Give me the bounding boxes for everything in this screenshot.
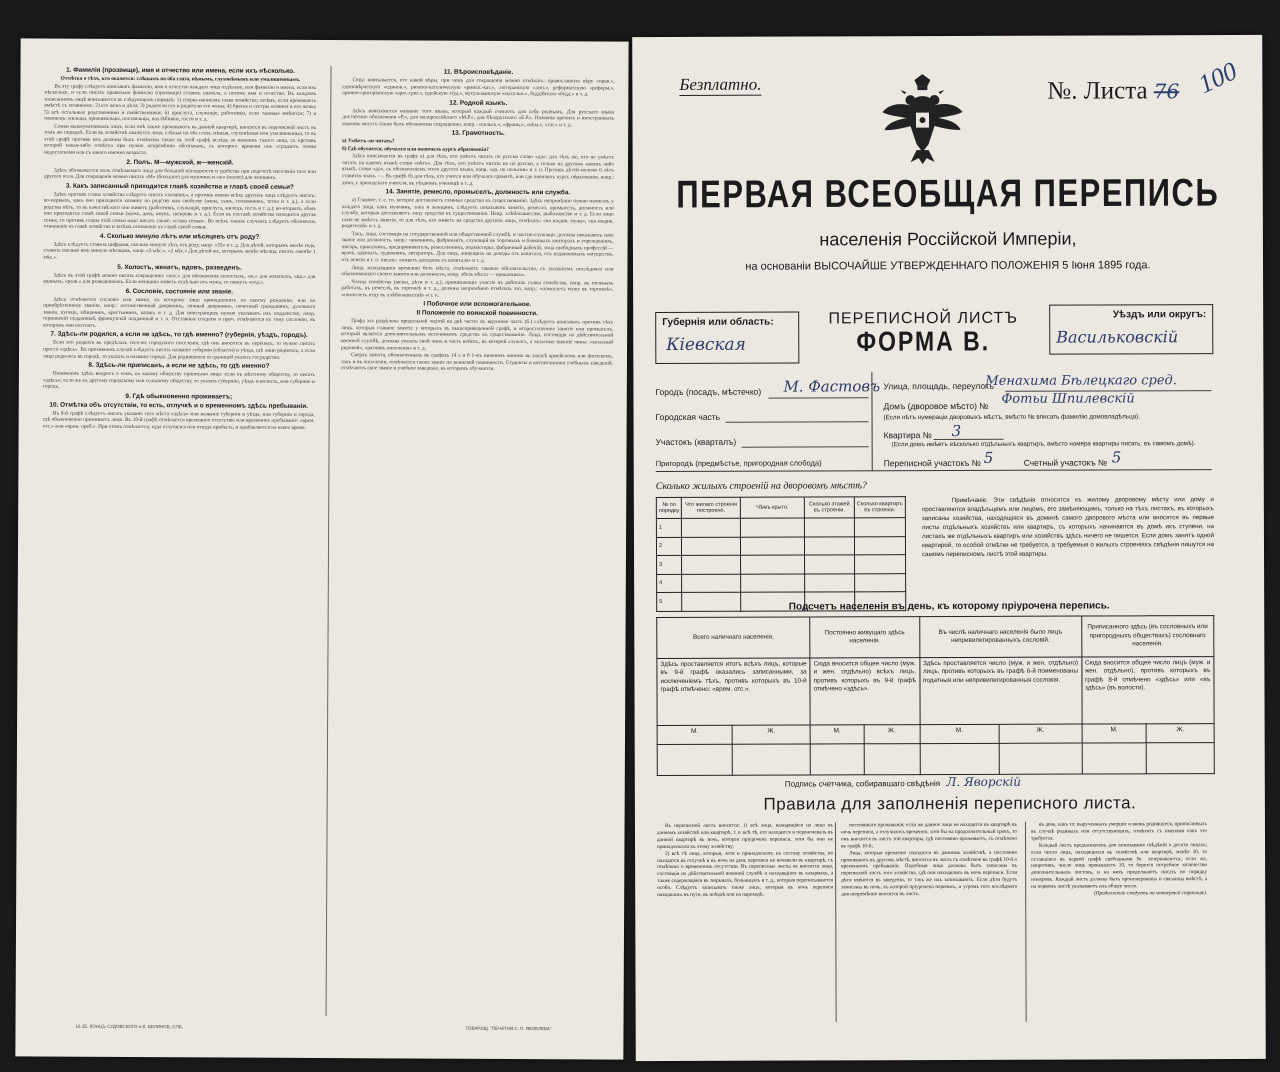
count-table (656, 615, 1215, 776)
sex-male-label: М. (657, 725, 732, 744)
count-header: Всего наличнаго населенія. (657, 617, 810, 659)
sex-male-label: М. (810, 725, 864, 744)
count-instruction: Сюда вносится общее число лицъ (муж. и жен. отдѣльно), противъ которыхъ въ графѣ 8-й отмѣчено «здѣсь» или «въ здѣсь» (въ волости). (1081, 657, 1214, 724)
row-number: 3 (657, 555, 683, 574)
count-title: Подсчетъ населенія въ день, къ которому пріурочена перепись. (788, 600, 1110, 613)
section-heading: 14. Занятіе, ремесло, промыселъ, должность или служба. (385, 188, 571, 197)
table-cell (805, 518, 855, 537)
signature-label: Подпись счетчика, собиравшаго свѣдѣнія (784, 779, 941, 789)
print-footer-right: ТОВАРИЩ. "ПЕЧАТНЯ С. П. ЯКОВЛЕВА" (465, 1025, 552, 1032)
count-cell (920, 743, 999, 774)
body-text: Если кто родился въ предѣлахъ того-же городского поселенія, гдѣ онъ вносится въ перепись, то нужно писать просто «здѣсь». Въ противномъ случаѣ слѣдуетъ писать названіе губерніи (области) и уѣзда, гдѣ лицо родилось; а если лицо родилось въ городѣ, то указать и названіе города. Для родившихся за границей указать государство. (42, 339, 316, 361)
signature-value: Л. Яворскій (946, 774, 1022, 790)
district-value: Васильковскій (1056, 327, 1179, 347)
body-text: Каждый листъ предназначенъ для записыванія свѣдѣній о десяти лицахъ; если число лицъ, находящихся въ хозяйствѣ или квартирѣ, менѣе 10, то оставшіяся въ первой графѣ свободными № зачеркиваются; если же, напротивъ, число лицъ превышаетъ 10, то берется потребное количество дополнительныхъ листовъ, и на нихъ продолжаютъ писать по порядку номеровъ. Каждый листъ должны быть пронумерованы и связанны вмѣстѣ, а на первомъ листѣ указываютъ ихъ общее число. (1031, 841, 1208, 890)
imperial-eagle-emblem (880, 72, 964, 164)
house-note: (Если нѣтъ нумераціи дворовыхъ мѣстъ, вмѣсто № вписать фамилію домовладѣльца). (883, 413, 1141, 422)
city-line (768, 397, 868, 398)
row-number: 2 (656, 537, 682, 556)
sex-female-label: Ж. (1147, 724, 1215, 743)
table-cell (740, 518, 804, 537)
body-text: 2) всѣ тѣ лица, которыя, хотя и принадлежатъ къ составу хозяйства, но находятся въ отлучкѣ и въ ночь на день переписи не ночевали въ квартирѣ, съ отмѣткою о временномъ отсутствіи. Въ переписные листы не вносятся лица, состоящія на дѣйствительной военной службѣ и находящіяся въ казармахъ, а также содержащіяся въ тюрьмахъ, больницахъ и т. д., которыя переписываются особо. Слѣдуетъ записывать также лицъ, которыя въ ночь переписи находились въ пути, въ поѣздѣ или на пароходѣ. (657, 850, 834, 899)
body-text: Здѣсь обозначается полъ отмѣчаемаго лица для большей наглядности и удобства при подсчетѣ населенія того или другого пола. Для сокращенія можно писать «М» (большое) для мужчинъ и «ж» (малое) для женщинъ. (43, 167, 316, 181)
count-sex-row (657, 724, 1214, 745)
section-heading: 5. Холостъ, женатъ, вдовъ, разведенъ. (117, 263, 242, 272)
row-number: 5 (657, 592, 683, 611)
section-heading: 4. Сколько минуло лѣтъ или мѣсяцевъ отъ роду? (99, 232, 260, 241)
sex-male-label: М. (1082, 724, 1147, 743)
sheet-number-label: №. Листа (1047, 77, 1148, 105)
section-text: Отмѣтка о тѣхъ, кто окажется: слѣпымъ на оба глаза, нѣмымъ, глухонѣмымъ или умалишеннымъ. (60, 75, 301, 83)
table-row (657, 555, 906, 574)
section-heading: 12. Родной языкъ. (449, 99, 508, 107)
table-cell (854, 536, 905, 555)
body-text: Здѣсь слѣдуетъ ставить цифрами, сколько минуло лѣтъ отъ роду, напр. «35» и т. д. Для дѣтей, которымъ менѣе года, ставить сколько имъ минуло мѣсяцевъ, напр. «3 мѣс.», «2 мѣс.» Для дѣтей же, которымъ менѣе мѣсяца, писать «менѣе 1 мѣс.». (43, 241, 316, 261)
sex-female-label: Ж. (732, 725, 810, 744)
rules-text: постояннаго проживанія; если же данное лицо не находится въ квартирѣ въ ночь переписи, а отлучилось временно, хотя бы на продолжительный срокъ, то онъ вносится въ листъ той квартиры, гдѣ постоянно проживаетъ, съ отмѣткою въ графѣ 10-й; (840, 821, 1018, 850)
table-header-row (656, 497, 905, 519)
print-footer-left: 16.1Е. КОНЦЪ СУДОВСКОГО и В. БЕЛИНОВ, СПБ. (75, 1023, 183, 1030)
count-cell (864, 744, 920, 775)
rules-footer: (Продолженіе слѣдуетъ на четвертой страницѣ). (1094, 890, 1208, 897)
section-heading: 13. Грамотность. (451, 129, 505, 138)
fields-bottom-rule (656, 469, 1212, 472)
body-text: Здѣсь вписывается въ графу а) для тѣхъ, кто умѣетъ читать по русски слово «да»; для тѣхъ же, кто не умѣетъ читать на какомъ языкѣ слово «нѣтъ». Для тѣхъ, кто умѣетъ читать не по русски, а только на другомъ какомъ либо языкѣ, слово «да», съ обозначеніемъ этого другого языка, напр. «да, по польски» и т. п. Противъ дѣтей моложе 6 лѣтъ ставится знакъ —. Въ графѣ б) для тѣхъ, кто учится или обучался грамотѣ, или где окончилъ курсъ образованія, напр.: дома, у приходскаго учителя, въ уѣздномъ училищѣ и т. д. (341, 153, 615, 187)
count-area-value: 5 (1111, 448, 1122, 467)
table-header: № по порядку (656, 497, 682, 518)
body-text: Сюда вписывается, кто какой вѣры, при чемъ для сокращенія можно отмѣчать: православную вѣру «прав.», единовѣрческую «единов.», римско-католическую «римск.-кат.», лютеранскую «лют.», реформатскую «реформ.», армяно-григоріанскую «арм.-григ.», іудейскую «іуд.», мусульманскую «мусульм.», буддійскую «будд.» и т. д. (342, 77, 615, 98)
count-area-label: Счетный участокъ № (1023, 457, 1108, 468)
city-value: М. Фастовъ (783, 377, 881, 396)
apartment-value: 3 (951, 421, 962, 440)
city-label: Городъ (посадъ, мѣстечко) (655, 386, 762, 398)
rules-column-1 (657, 822, 833, 899)
body-text: Здѣсь противъ главы хозяйства слѣдуетъ писать «хозяинъ», а противъ имени всѣхъ другихъ лицъ слѣдуетъ писать: во-первыхъ, какъ оно приходится хозяину по родству или свойству (жена, сынъ, племянникъ, тетка и т. д.), а если родства нѣтъ, то въ качествѣ кого оно живетъ (работникъ, служащій, прислуга, жилецъ, гость и т. д.); во-вторыхъ, кѣмъ оно приходится главѣ своей семьи (мужъ, дочь, внукъ, свекровь и т. д.). Если въ составѣ хозяйства находится другая семья, то противъ главы этой семьи надо писать также: «глава семьи». Во всѣхъ такихъ случаяхъ слѣдуетъ обозначать отношеніе къ главѣ хозяйства и затѣмъ отношеніе къ главѣ своей семьи. (43, 191, 316, 231)
body-text: Въ 9-й графѣ слѣдуетъ писать указаніе того мѣста «здѣсь» или названіе губерніи и уѣзда, или губерніи и города, гдѣ обыкновенно проживаетъ лицо. Въ 10-й графѣ отмѣчается временное отсутствіе или временное пребываніе: «врем. отс.» или «врем. преб.». При этомъ отмѣчается, куда отлучился или откуда прибылъ, и прибавляется на какое время. (42, 410, 315, 431)
table-cell (854, 573, 905, 592)
city-part-label: Городская часть (655, 411, 721, 423)
area-label: Участокъ (кварталъ) (655, 436, 737, 448)
rules-text: Въ переписной листъ вносятся: 1) всѣ лица, находящіяся на лицо въ данномъ хозяйствѣ или квартирѣ, т. е. всѣ тѣ, кто находится и переночевалъ въ данной квартирѣ въ ночь, которая пріурочена переписи, хотя бы они не принадлежали къ этому хозяйству; (656, 822, 834, 850)
area-line (742, 446, 869, 447)
apartment-note: (Если домъ имѣетъ вѣсколько отдѣльныхъ квартиръ, вмѣсто номера квартиры писать: въ самомъ домѣ). (891, 440, 1196, 449)
signature-line (785, 775, 1021, 790)
count-cell (999, 743, 1082, 774)
yard-note: Примѣчаніе. Эти свѣдѣнія относятся къ жилому дворовому мѣсту или дому и проставляются владѣльцемъ или лицомъ, его замѣняющимъ, только на тѣхъ листахъ, въ которыхъ записаны хозяйства, находящіяся въ доминѣ самого дворового мѣста или вносятся въ первые листы отдѣльныхъ хозяйствъ или квартиръ, съ которыхъ начинаются въ домѣ ихъ ступени, на листахъ же отдѣльныхъ квартиръ или хозяйствъ здѣсь ничего не пишется. Если домъ занятъ одной квартирой, то особой отмѣтки не требуется, а требуемыя о жилыхъ строеніяхъ свѣдѣнія пишутся на самомъ переписномъ листѣ этой квартиры. (921, 496, 1215, 559)
house-value: Менахима Бѣлецкаго сред. (985, 373, 1177, 389)
sex-male-label: М. (920, 724, 999, 743)
right-page (632, 35, 1266, 1061)
table-cell (805, 536, 855, 555)
table-cell (740, 537, 804, 556)
house-label: Домъ (дворовое мѣсто) № (883, 400, 989, 412)
rules-column-3 (1031, 821, 1207, 898)
count-cell (1082, 743, 1147, 774)
body-text: Лица, находящіяся временно безъ мѣста, отмѣчаютъ таковое обстоятельство, съ указаніемъ послѣдняго или обыкновеннаго своего занятія или должности, напр. «безъ мѣста — приказчикъ». (341, 264, 614, 279)
yard-title: Сколько жилыхъ строеній на дворовомъ мѣстѣ? (655, 480, 867, 493)
table-row (656, 518, 905, 537)
body-text: Лица, которыя временно находятся въ данномъ хозяйствѣ, а постоянно проживаютъ въ другомъ мѣстѣ, вносятся въ листъ съ отмѣткою въ графѣ 10-й о временномъ пребываніи. Подобныя лица должны быть записаны въ переписной листъ того хозяйства, гдѣ они находились въ ночь переписи. Если дѣти имѣются въ заведеніи, то такъ же ихъ записываютъ. Если дѣти будутъ записаны въ ночь, къ которой пріурочена перепись, и утромъ того послѣдняго дня непремѣнно вносятся въ листъ. (841, 849, 1018, 898)
city-part-line (726, 421, 869, 422)
table-cell (805, 555, 855, 574)
sheet-number-handwritten: 76 (1153, 79, 1180, 104)
form-code: ФОРМА В. (856, 325, 991, 357)
table-cell (854, 555, 905, 574)
left-page (15, 38, 628, 1059)
rules-text: въ день, какъ то: вырученныхъ умершіе и вновь родившіеся, приписанныхъ въ случаѣ родивыхъ или отсутствующихъ, отмѣтить съ именами какъ это требуется. (1030, 821, 1207, 842)
section-heading: 7. Здѣсь-ли родился, а если не здѣсь, то гдѣ именно? (губернія, уѣздъ, городъ). (50, 330, 308, 340)
body-text: Члены семейства (жены, дѣти и т. д.), принимающіе участіе въ работахъ главы семейства, напр. въ полевыхъ работахъ, въ ремеслѣ, въ торговлѣ и т. д., должны непремѣнно отмѣтить это, напр.: «помогаетъ мужу въ торговлѣ», «помогаетъ отцу въ хлѣбопашествѣ» и т. п. (341, 278, 614, 299)
section-heading: 10. Отмѣтка объ отсутствіи, то есть, отлучкѣ и о временномъ здѣсь пребываніи. (49, 401, 309, 410)
section-text: а) Умѣетъ-ли читать? (342, 138, 395, 145)
district-label: Уѣздъ или округъ: (1112, 309, 1207, 321)
section-heading: 11. Вѣроисповѣданіе. (443, 68, 514, 76)
form-title: ПЕРЕПИСНОЙ ЛИСТЪ (828, 309, 1018, 328)
body-text: Здѣсь въ этой графѣ можно писать сокращенно: «хол.» для обозначенія холостыхъ, «ж.» для женатыхъ, «вд.» для вдовыхъ, «разв.» для разведенныхъ. Если женщина живетъ отдѣльно отъ мужа, то пишутъ «отд.». (43, 272, 316, 286)
apartment-label: Квартира № (883, 430, 932, 441)
province-value: Кіевская (666, 334, 746, 355)
table-row (657, 573, 906, 592)
section-heading: II Положеніе по воинской повинности. (416, 309, 538, 318)
row-number: 4 (657, 574, 683, 593)
census-area-value: 5 (983, 448, 994, 467)
legal-basis: на основаніи ВЫСОЧАЙШЕ УТВЕРЖДЕННАГО ПОЛОЖЕНІЯ 5 Іюня 1895 года. (745, 259, 1151, 273)
free-label: Безплатно. (679, 74, 762, 94)
body-text: Здѣсь вписывается названіе того языка, который каждый считаетъ для себя роднымъ. Для русскаго языка достаточно обозначенія «Р.», для малороссійскаго «М.Р.», для бѣлорусскаго «Б.Р.». Названія прочихъ и иностранныхъ языковъ могутъ также быть обозначены сокращенно, напр.: «польск.», «франц.», «нѣм.», «тат.» и т. д. (342, 107, 615, 129)
count-cell (810, 744, 864, 775)
sex-female-label: Ж. (864, 725, 920, 744)
body-text: Сверхъ занятія, обозначенныхъ въ графахъ 14 а и б 1-мъ нижнимъ чиномъ въ запасѣ армейскомъ или флотскомъ, такъ и въ ополченіи, отмѣчается также званіе по воинской повинности. Студенты и воспитанники учебныхъ заведеній, отмѣчаютъ свое званіе и учебное заведеніе, въ которомъ обучаются. (340, 352, 614, 373)
section-heading: 2. Полъ. М—мужской, ж—женскій. (126, 158, 234, 167)
rules-column-2 (841, 822, 1017, 899)
count-header: Постоянно живущаго здѣсь населенія. (810, 617, 920, 658)
count-instruction: Сюда вносится общее число (муж. и жен. отдѣльно) всѣхъ лицъ, противъ которыхъ въ 9-й графѣ отмѣчено «здѣсь». (810, 658, 920, 725)
yard-table (656, 496, 906, 611)
count-header: Въ числѣ наличнаго населенія было лицъ непривилегированныхъ сословій. (919, 616, 1081, 658)
sex-female-label: Ж. (999, 724, 1082, 743)
sub-title: населенія Россійской Имперіи, (819, 228, 1077, 250)
table-header: Чѣмъ крыто. (740, 497, 804, 518)
section-heading: I Побочное или вспомогательное. (423, 300, 532, 309)
count-instruction: Здѣсь проставляется итогъ всѣхъ лицъ, которые въ 9-й графѣ оказались записанными, за исключеніемъ тѣхъ, противъ которыхъ въ 10-й графѣ отмѣчено: «врем. отс.». (657, 658, 810, 726)
section-heading: 6. Сословіе, состояніе или званіе. (125, 287, 234, 296)
house-value-2: Фотьи Шпилевскій (1001, 391, 1135, 407)
table-cell (682, 518, 741, 537)
table-cell (682, 537, 741, 556)
count-header-row (657, 616, 1214, 659)
table-header: Сколько квартиръ въ строеніи. (854, 497, 905, 518)
body-text: а) Главное, т. е. то, которое доставляетъ главные средства къ существованію. Здѣсь непремѣнно нужно написать у каждаго лица, какъ мужчинъ, такъ и женщинъ, слѣдуетъ показывать занятіе, ремесло, промыселъ, должность или службу, которыя доставляютъ лицу средства къ существованію. Напр. хлѣбопашество, рыболовство и т. д. Если лицо само не имѣетъ занятія, то для тѣхъ, кто живетъ на средства другихъ лицъ, отмѣчать: «на иждив. мужа», «на иждив. родителей» и т. д. (341, 197, 614, 230)
body-text: Въ эту графу слѣдуетъ вписывать фамилію, имя и отчество каждаго лица отдѣльно, или фамилію и имена, если ихъ нѣсколько, и если писать правильно фамилію (прозвище) ставить сначала, а потомъ имя и отчество. Въ каждомъ записанномъ лицѣ вписывается въ слѣдующемъ порядкѣ: 1) сперва написанъ глава хозяйства; затѣмъ, если проживаетъ вмѣстѣ съ хозяиномъ: 2) его жена и дѣти; 3) родители его и родители его жены; 4) братья и сестры хозяина и его жены; 5) всѣ остальные родственники и свойственники; 6) прислуга, служащіе, работники, если таковые имѣются; 7) и наконецъ: жильцы, приживальцы, постояльцы, нахлѣбники, гости и т. д. (44, 83, 317, 123)
body-text: Такъ, лица, состоящія на государственной или общественной службѣ, и частно-служащіе должны показывать свое званіе или должность, напр.: чиновникъ, фабрикантъ, служащій въ торговыхъ и банковыхъ конторахъ и учрежденіяхъ, писарь, приказчикъ, предприниматель, ремесленникъ, подмастерье, фабричный рабочій, лица свободныхъ профессій — врачъ, адвокатъ, художникъ, литераторъ. Для лицъ, живущихъ на доходы отъ капитала, отъ недвижимыхъ имуществъ, отъ пенсіи и т. п. писать: «живетъ доходомъ съ капитала» и т. д. (341, 230, 614, 264)
count-body-row (657, 657, 1214, 726)
body-text: Понимаемъ здѣсь вопросъ о томъ, къ какому обществу приписано лицо: если къ мѣстному обществу, то писать «здѣсь»; если же къ другому городскому или сельскому обществу, то указать губернію, уѣздъ и волость, или губернію и городъ. (42, 370, 315, 390)
district-box (1049, 304, 1213, 355)
section-heading: 8. Здѣсь-ли приписанъ, а если не здѣсь, то гдѣ именно? (88, 361, 270, 370)
body-text: Графа эта раздѣлена продольной чертой на двѣ части: въ верхнюю часть (б.) слѣдуетъ вписывать противъ тѣхъ лицъ, которыя главное занятіе у которыхъ въ вышеприведенной графѣ, и второстепенное занятіе или промыселъ, который является дополнительнымъ источникомъ средствъ къ существованію. Лица, состоящія на дѣйствительной военной службѣ, должны указать свой чинъ и часть войскъ, въ которой служатъ, а запасные нижніе чины: «запасный рядовой», «ратникъ ополченія» и т. д. (341, 318, 614, 352)
count-cell (657, 744, 732, 775)
body-text: Семьи вышеуказанныхъ лицъ, если онѣ также проживаютъ въ данной квартирѣ, вносятся въ переписной листъ въ томъ же порядкѣ. Если въ хозяйствѣ окажутся лица, слѣпыя на оба глаза, нѣмыя, глухонѣмыя или умалишенныя, то въ этой графѣ противъ ихъ должны быть отмѣчены также въ этой графѣ вслѣдъ за именемъ такого лица, съ противъ которой какая-либо отмѣтка при нужно непремѣнно обозначать, съ которого времени онъ страдаетъ этими недостатками или съ какого именно возраста. (44, 123, 317, 157)
suburb-label: Пригородъ (предмѣстье, пригородная слобода) (655, 458, 822, 469)
count-cell (1147, 743, 1215, 774)
province-box (655, 312, 799, 365)
table-header: Сколько этажей въ строеніи. (804, 497, 854, 518)
left-column-2 (341, 66, 615, 374)
sheet-number (1047, 77, 1179, 105)
rules-title: Правила для заполненія переписного листа. (763, 793, 1137, 814)
rules-separator (1025, 822, 1027, 1022)
column-separator (326, 66, 332, 1016)
corner-handwritten-number: 100 (1193, 56, 1242, 100)
province-label: Губернія или область: (662, 316, 774, 328)
count-instruction: Здѣсь проставляется число (муж. и жен. отдѣльно) лицъ, противъ которыхъ въ графѣ 6-й поименованы податныя или непривилегированныя сословія. (919, 657, 1081, 725)
section-heading: 9. Гдѣ обыкновенно проживаетъ; (125, 392, 233, 401)
left-column-1 (43, 65, 317, 433)
table-cell (741, 574, 805, 593)
table-row (656, 536, 905, 555)
count-value-row (657, 743, 1214, 776)
table-cell (682, 574, 741, 593)
count-header: Приписанного здѣсь (въ сословныхъ или пригородныхъ обществахъ) сословнаго населенія. (1081, 616, 1214, 657)
section-text: б) Гдѣ обучается, обучался или окончилъ курсъ образованія? (342, 145, 489, 153)
table-cell (854, 518, 905, 537)
section-heading: 3. Какъ записанный приходится главѣ хозяйства и главѣ своей семьи? (65, 182, 294, 191)
section-heading: 1. Фамилія (прозвище), имя и отчество или имена, если ихъ нѣсколько. (66, 66, 295, 75)
row-number: 1 (656, 518, 682, 537)
street-label: Улица, площадь, переулокъ (883, 380, 995, 392)
census-area-label: Переписной участокъ № (883, 457, 981, 469)
rules-separator (835, 822, 837, 1022)
table-cell (805, 573, 855, 592)
count-cell (732, 744, 810, 775)
body-text: Здѣсь отмѣчается сословіе или званіе, къ которому лицо принадлежитъ по своему рожденію, или по приобрѣтенному званію, напр.: потомственный дворянинъ, личный дворянинъ, почетный гражданинъ, духовнаго званія, купецъ, мѣщанинъ, крестьянинъ, казакъ и т. д. Для иностранцевъ нужно указывать ихъ подданство, напр. германскій подданный, французскій подданный и т. п. Отставные солдаты и проч. отмѣчаются къ тому сословію, въ которомъ они состоятъ. (43, 296, 316, 329)
table-header: Что жилаго строенія построено. (682, 497, 741, 518)
main-title: ПЕРВАЯ ВСЕОБЩАЯ ПЕРЕПИСЬ (676, 170, 1220, 217)
table-cell (682, 555, 741, 574)
table-cell (741, 555, 805, 574)
